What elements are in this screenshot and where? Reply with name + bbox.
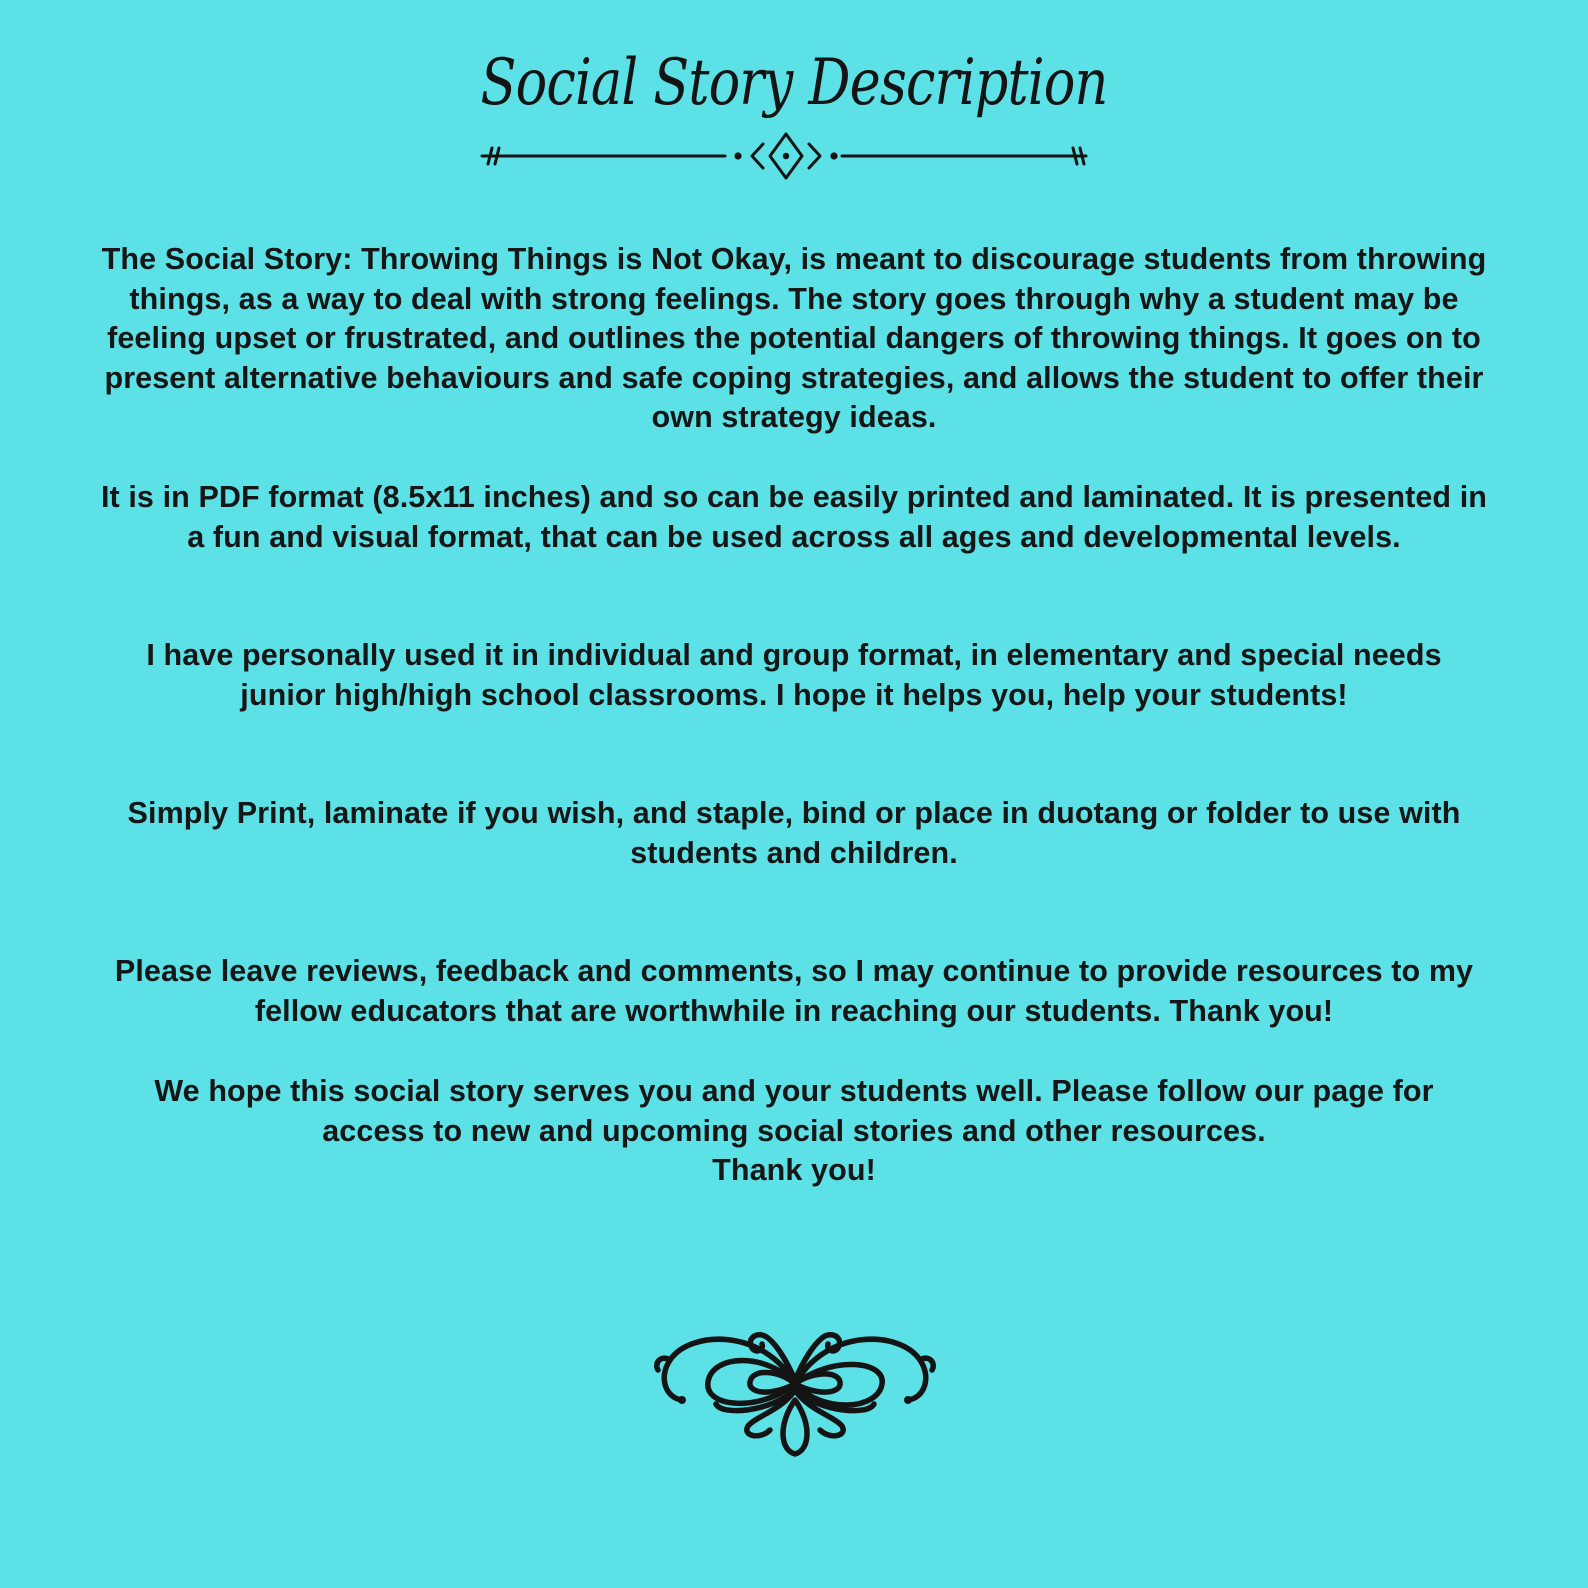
closing-paragraph	[100, 1072, 1488, 1191]
ornamental-divider-icon	[480, 126, 1110, 186]
flourish-ornament-icon	[652, 1320, 938, 1470]
personal-use-paragraph: I have personally used it in individual and group format, in elementary and special needs junior high/high school classrooms. I hope it helps you, help your students!	[146, 638, 1442, 712]
closing-text: We hope this social story serves you and your students well. Please follow our page for access to new and upcoming social stories and other resources.	[154, 1074, 1434, 1148]
feedback-paragraph: Please leave reviews, feedback and comments, so I may continue to provide resources to my fellow educators that are worthwhile in reaching our students. Thank you!	[114, 954, 1474, 1028]
page-title: Social Story Description	[480, 46, 1108, 120]
closing-thanks: Thank you!	[712, 1153, 876, 1188]
instructions-paragraph: Simply Print, laminate if you wish, and staple, bind or place in duotang or folder to use with students and children.	[127, 796, 1461, 870]
description-paragraph: The Social Story: Throwing Things is Not Okay, is meant to discourage students from throwing things, as a way to deal with strong feelings. The story goes through why a student may be feeling upset or frustrated, and outlines the potential dangers of throwing things. It goes on to present alternative behaviours and safe coping strategies, and allows the student to offer their own strategy ideas.	[101, 242, 1487, 435]
format-paragraph: It is in PDF format (8.5x11 inches) and so can be easily printed and laminated. It is presented in a fun and visual format, that can be used across all ages and developmental levels.	[100, 480, 1488, 554]
